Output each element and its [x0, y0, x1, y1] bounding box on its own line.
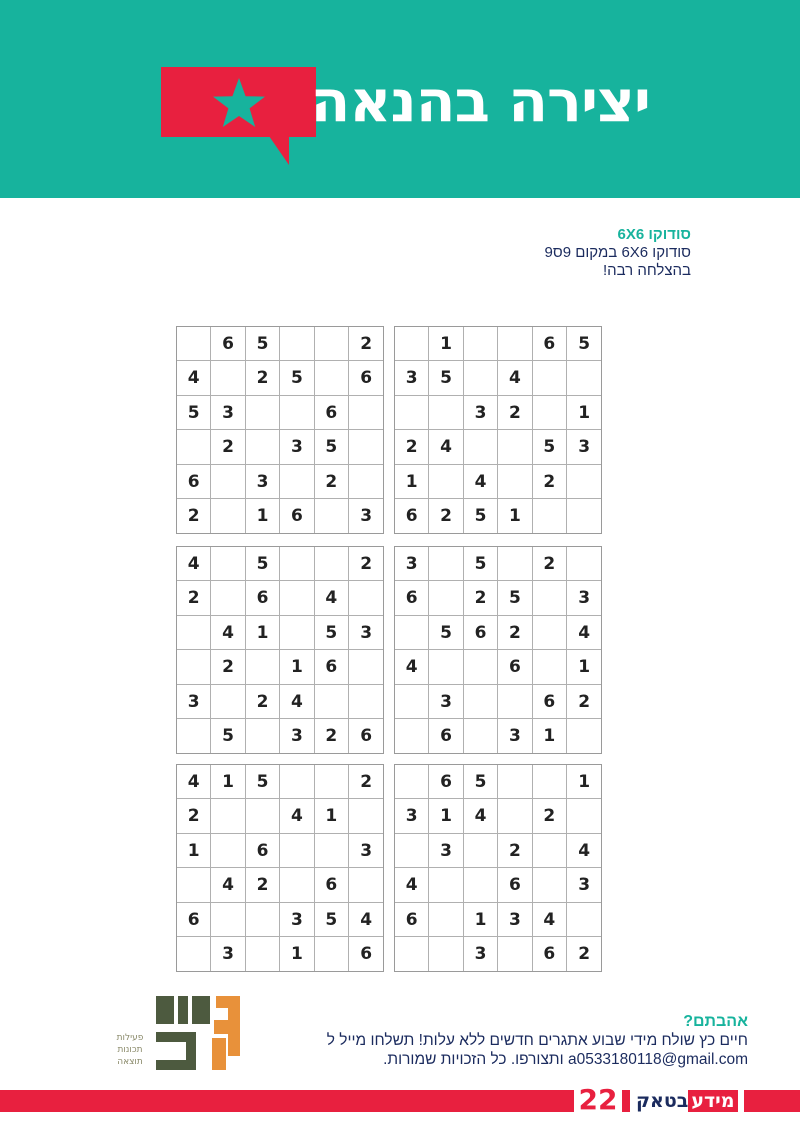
sudoku-cell	[315, 499, 349, 533]
sudoku-cell: 6	[395, 903, 429, 937]
sudoku-cell	[533, 616, 567, 650]
sudoku-cell: 6	[280, 499, 314, 533]
sudoku-cell: 5	[567, 327, 601, 361]
sudoku-cell: 4	[464, 799, 498, 833]
sudoku-cell: 2	[498, 834, 532, 868]
sudoku-cell: 4	[177, 361, 211, 395]
sudoku-cell: 6	[429, 719, 463, 753]
sudoku-cell	[429, 937, 463, 971]
sudoku-cell: 1	[533, 719, 567, 753]
sudoku-cell: 6	[177, 465, 211, 499]
sudoku-cell	[395, 937, 429, 971]
sudoku-cell	[315, 327, 349, 361]
sudoku-cell: 3	[280, 719, 314, 753]
sudoku-cell	[533, 581, 567, 615]
sudoku-cell: 1	[567, 765, 601, 799]
sudoku-cell: 6	[533, 685, 567, 719]
sudoku-cell	[280, 765, 314, 799]
sudoku-cell: 3	[567, 581, 601, 615]
sudoku-cell	[498, 937, 532, 971]
intro-line: סודוקו 6X6 במקום 9ס9	[544, 244, 691, 261]
sudoku-cell: 4	[498, 361, 532, 395]
sudoku-cell: 6	[533, 937, 567, 971]
sudoku-cell: 3	[395, 547, 429, 581]
intro-title: סודוקו 6X6	[617, 226, 691, 243]
sudoku-cell: 2	[395, 430, 429, 464]
sudoku-cell: 3	[246, 465, 280, 499]
sudoku-cell	[533, 361, 567, 395]
sudoku-cell: 1	[464, 903, 498, 937]
logo-tagline: תוצאה	[117, 1057, 143, 1067]
sudoku-cell	[211, 547, 245, 581]
sudoku-cell: 3	[498, 719, 532, 753]
sudoku-cell: 5	[464, 499, 498, 533]
sudoku-cell: 3	[429, 834, 463, 868]
sudoku-cell: 2	[315, 465, 349, 499]
sudoku-cell	[567, 499, 601, 533]
sudoku-cell: 2	[211, 650, 245, 684]
sudoku-cell	[429, 465, 463, 499]
sudoku-cell: 5	[246, 547, 280, 581]
sudoku-cell: 4	[395, 650, 429, 684]
sudoku-cell: 2	[315, 719, 349, 753]
sudoku-cell	[498, 465, 532, 499]
sudoku-cell	[429, 650, 463, 684]
sudoku-cell: 6	[246, 834, 280, 868]
sudoku-cell: 3	[395, 799, 429, 833]
sudoku-cell: 6	[349, 361, 383, 395]
sudoku-cell: 6	[395, 581, 429, 615]
logo-tagline: תכונות	[117, 1045, 143, 1055]
sudoku-cell	[315, 834, 349, 868]
sudoku-cell	[567, 903, 601, 937]
sudoku-cell: 3	[464, 396, 498, 430]
sudoku-cell	[349, 581, 383, 615]
sudoku-cell: 5	[315, 430, 349, 464]
sudoku-cell	[280, 616, 314, 650]
sudoku-cell	[177, 937, 211, 971]
sudoku-cell: 2	[177, 799, 211, 833]
footer-contact-line[interactable]: a0533180118@gmail.com ותצורפו. כל הזכויות שמורות.	[383, 1051, 748, 1068]
sudoku-cell	[498, 765, 532, 799]
sudoku-cell: 3	[349, 834, 383, 868]
sudoku-cell	[567, 547, 601, 581]
sudoku-cell	[246, 799, 280, 833]
sudoku-cell: 2	[498, 396, 532, 430]
sudoku-cell: 3	[429, 685, 463, 719]
sudoku-cell	[395, 685, 429, 719]
sudoku-cell: 4	[395, 868, 429, 902]
sudoku-cell: 3	[211, 937, 245, 971]
sudoku-cell	[429, 547, 463, 581]
sudoku-cell: 2	[349, 765, 383, 799]
sudoku-cell: 4	[567, 616, 601, 650]
sudoku-cell: 4	[464, 465, 498, 499]
sudoku-cell	[567, 361, 601, 395]
sudoku-cell	[177, 616, 211, 650]
sudoku-cell: 3	[395, 361, 429, 395]
sudoku-cell: 5	[246, 327, 280, 361]
sudoku-cell: 3	[464, 937, 498, 971]
intro-block	[331, 226, 691, 280]
sudoku-cell: 1	[246, 616, 280, 650]
sudoku-cell	[349, 685, 383, 719]
sudoku-cell	[315, 685, 349, 719]
sudoku-cell	[429, 396, 463, 430]
sudoku-cell	[349, 868, 383, 902]
sudoku-cell	[395, 396, 429, 430]
sudoku-cell	[246, 937, 280, 971]
sudoku-cell: 3	[280, 903, 314, 937]
sudoku-cell	[464, 361, 498, 395]
sudoku-cell: 5	[429, 616, 463, 650]
sudoku-cell	[246, 430, 280, 464]
sudoku-cell	[315, 361, 349, 395]
sudoku-cell	[280, 547, 314, 581]
sudoku-cell: 4	[349, 903, 383, 937]
sudoku-cell: 2	[578, 944, 591, 964]
sudoku-cell	[211, 581, 245, 615]
sudoku-cell	[464, 650, 498, 684]
sudoku-cell: 1	[429, 799, 463, 833]
sudoku-cell: 1	[567, 650, 601, 684]
sudoku-cell: 2	[464, 581, 498, 615]
sudoku-cell: 6	[360, 944, 373, 964]
sudoku-cell: 4	[280, 799, 314, 833]
sudoku-cell: 6	[498, 868, 532, 902]
sudoku-cell	[395, 327, 429, 361]
sudoku-cell: 3	[177, 685, 211, 719]
sudoku-cell: 1	[567, 396, 601, 430]
sudoku-cell: 6	[315, 868, 349, 902]
star-icon	[211, 76, 267, 130]
sudoku-cell	[533, 868, 567, 902]
sudoku-cell: 2	[246, 361, 280, 395]
sudoku-cell: 4	[567, 834, 601, 868]
sudoku-cell	[533, 499, 567, 533]
logo-tagline: פעילות	[116, 1033, 144, 1043]
sudoku-cell: 3	[211, 396, 245, 430]
sudoku-cell: 5	[429, 361, 463, 395]
sudoku-cell	[464, 430, 498, 464]
intro-line: בהצלחה רבה!	[602, 262, 691, 279]
sudoku-cell: 5	[464, 547, 498, 581]
sudoku-cell: 1	[211, 765, 245, 799]
sudoku-cell	[211, 499, 245, 533]
sudoku-cell: 6	[464, 616, 498, 650]
sudoku-cell	[280, 834, 314, 868]
sudoku-cell	[280, 396, 314, 430]
sudoku-cell: 1	[177, 834, 211, 868]
sudoku-cell	[211, 834, 245, 868]
sudoku-cell: 5	[498, 581, 532, 615]
sudoku-cell	[349, 430, 383, 464]
sudoku-cell: 2	[349, 547, 383, 581]
sudoku-cell	[395, 616, 429, 650]
sudoku-cell: 6	[429, 765, 463, 799]
sudoku-cell	[349, 465, 383, 499]
sudoku-cell	[246, 719, 280, 753]
sudoku-cell: 2	[498, 616, 532, 650]
sudoku-cell: 2	[533, 465, 567, 499]
page-number: 22	[574, 1083, 622, 1117]
page-header	[0, 0, 800, 198]
sudoku-cell: 1	[395, 465, 429, 499]
sudoku-cell: 6	[395, 499, 429, 533]
sudoku-cell	[498, 327, 532, 361]
sudoku-cell: 3	[567, 868, 601, 902]
sudoku-cell	[349, 799, 383, 833]
sudoku-cell	[315, 937, 349, 971]
sudoku-cell	[498, 430, 532, 464]
footer-line: חיים כץ שולח מידי שבוע אתגרים חדשים ללא עלות! תשלחו מייל ל	[326, 1032, 748, 1049]
sudoku-cell	[498, 799, 532, 833]
sudoku-cell: 6	[315, 650, 349, 684]
sudoku-cell: 1	[315, 799, 349, 833]
sudoku-grid-4	[394, 546, 602, 754]
sudoku-cell: 5	[280, 361, 314, 395]
sudoku-cell	[395, 834, 429, 868]
sudoku-cell	[280, 581, 314, 615]
sudoku-cell	[567, 799, 601, 833]
sudoku-cell: 5	[315, 616, 349, 650]
sudoku-cell: 2	[567, 685, 601, 719]
sudoku-cell: 4	[177, 765, 211, 799]
sudoku-grid-6	[394, 764, 602, 972]
sudoku-cell	[349, 396, 383, 430]
sudoku-cell: 6	[533, 327, 567, 361]
brand-part: מידע	[688, 1090, 737, 1112]
sudoku-cell: 4	[429, 430, 463, 464]
sudoku-cell: 2	[533, 799, 567, 833]
sudoku-cell	[533, 650, 567, 684]
sudoku-cell	[177, 430, 211, 464]
sudoku-grid-5	[176, 764, 384, 972]
sudoku-cell: 6	[246, 581, 280, 615]
sudoku-cell	[211, 685, 245, 719]
sudoku-cell: 4	[315, 581, 349, 615]
sudoku-cell	[464, 719, 498, 753]
sudoku-cell: 2	[246, 685, 280, 719]
sudoku-cell	[246, 650, 280, 684]
brand-part: בטאק	[636, 1090, 689, 1112]
sudoku-cell	[246, 396, 280, 430]
haim-katz-logo	[104, 990, 244, 1074]
sudoku-cell	[498, 547, 532, 581]
sudoku-cell: 2	[177, 581, 211, 615]
sudoku-cell: 1	[280, 937, 314, 971]
sudoku-cell	[395, 719, 429, 753]
sudoku-cell	[464, 834, 498, 868]
sudoku-cell	[315, 547, 349, 581]
sudoku-cell: 5	[464, 765, 498, 799]
sudoku-cell	[177, 719, 211, 753]
sudoku-cell	[464, 868, 498, 902]
sudoku-cell: 4	[280, 685, 314, 719]
sudoku-cell	[211, 903, 245, 937]
sudoku-cell	[429, 868, 463, 902]
sudoku-cell: 4	[177, 547, 211, 581]
sudoku-cell	[429, 903, 463, 937]
sudoku-cell	[211, 465, 245, 499]
sudoku-cell: 2	[177, 499, 211, 533]
sudoku-cell: 6	[211, 327, 245, 361]
sudoku-cell	[349, 650, 383, 684]
sudoku-cell: 3	[360, 506, 373, 526]
sudoku-cell: 1	[498, 499, 532, 533]
sudoku-cell: 4	[533, 903, 567, 937]
footer-text	[248, 1031, 748, 1069]
sudoku-cell	[498, 685, 532, 719]
sudoku-cell: 3	[498, 903, 532, 937]
sudoku-cell	[395, 765, 429, 799]
sudoku-cell: 5	[211, 719, 245, 753]
sudoku-cell: 2	[429, 499, 463, 533]
sudoku-cell	[315, 765, 349, 799]
sudoku-cell: 6	[315, 396, 349, 430]
sudoku-cell: 5	[177, 396, 211, 430]
sudoku-cell	[464, 327, 498, 361]
sudoku-cell: 4	[211, 868, 245, 902]
sudoku-cell: 1	[280, 650, 314, 684]
sudoku-cell	[246, 903, 280, 937]
sudoku-cell	[280, 465, 314, 499]
sudoku-cell	[567, 465, 601, 499]
sudoku-cell	[533, 765, 567, 799]
sudoku-cell: 2	[246, 868, 280, 902]
sudoku-cell: 6	[360, 726, 373, 746]
sudoku-grid-2	[394, 326, 602, 534]
sudoku-cell: 5	[246, 765, 280, 799]
sudoku-cell: 1	[246, 499, 280, 533]
sudoku-grid-3	[176, 546, 384, 754]
sudoku-cell	[211, 799, 245, 833]
sudoku-cell	[533, 834, 567, 868]
sudoku-cell: 6	[498, 650, 532, 684]
sudoku-cell	[464, 685, 498, 719]
brand-logo	[630, 1086, 744, 1116]
sudoku-cell: 3	[349, 616, 383, 650]
sudoku-cell: 5	[315, 903, 349, 937]
sudoku-cell	[211, 361, 245, 395]
sudoku-cell	[567, 719, 601, 753]
sudoku-grid-1	[176, 326, 384, 534]
sudoku-cell: 2	[349, 327, 383, 361]
sudoku-cell: 2	[211, 430, 245, 464]
sudoku-cell: 6	[177, 903, 211, 937]
sudoku-cell	[280, 327, 314, 361]
sudoku-cell	[177, 327, 211, 361]
sudoku-cell	[177, 868, 211, 902]
footer-question: אהבתם?	[683, 1013, 748, 1030]
sudoku-cell	[429, 581, 463, 615]
speech-bubble-tail	[269, 136, 289, 165]
sudoku-cell: 4	[211, 616, 245, 650]
sudoku-cell: 5	[533, 430, 567, 464]
sudoku-cell: 3	[567, 430, 601, 464]
sudoku-cell: 3	[280, 430, 314, 464]
sudoku-cell	[280, 868, 314, 902]
page-title: יצירה בהנאה	[310, 67, 650, 135]
sudoku-cell	[533, 396, 567, 430]
sudoku-cell: 2	[533, 547, 567, 581]
sudoku-cell	[177, 650, 211, 684]
sudoku-cell: 1	[429, 327, 463, 361]
